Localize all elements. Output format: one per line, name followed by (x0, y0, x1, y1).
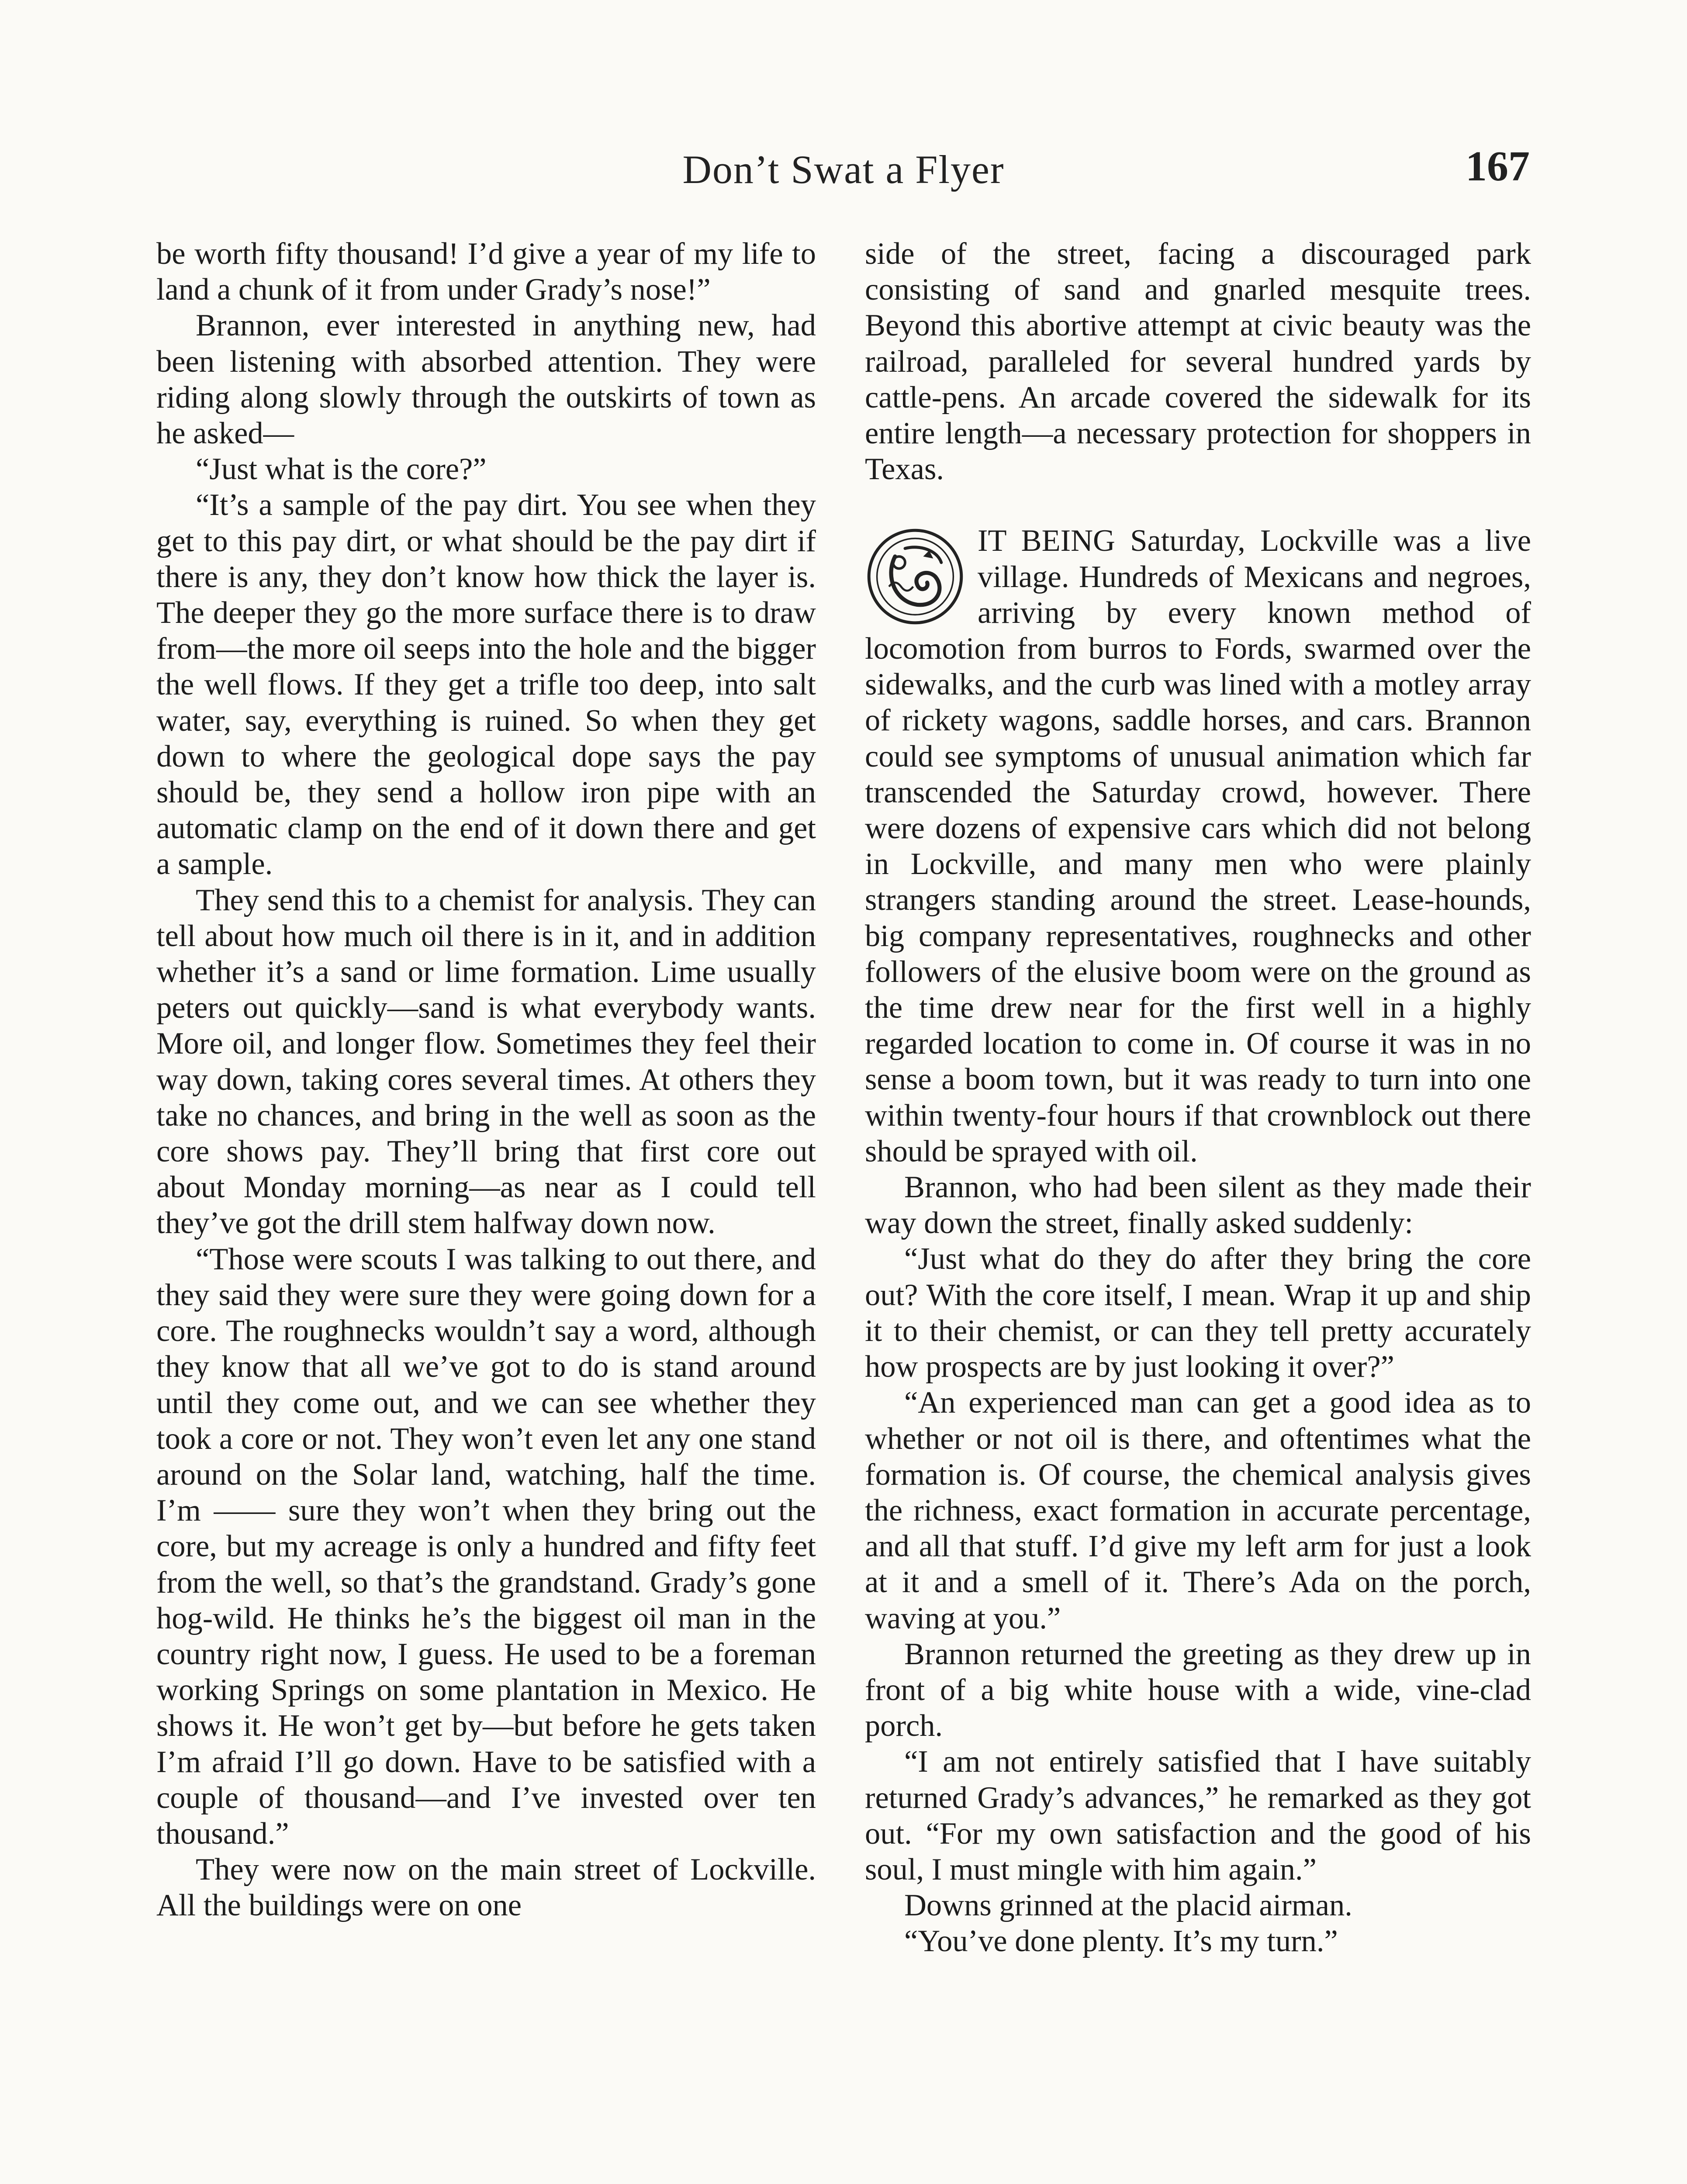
paragraph: They were now on the main street of Lockville. All the buildings were on one (156, 1852, 816, 1923)
paragraph: “Just what is the core?” (196, 452, 487, 487)
section-start (865, 523, 1531, 1169)
paragraph: They send this to a chemist for analysis. They can tell about how much oil there is in it, and in addition whether it’s a sand or lime formation. Lime usually peters out quickly—sand is what everybody wants. More oil, and longer flow. Sometimes they feel their way down, taking cores several times. At others they take no chances, and bring in the well as soon as the core shows pay. They’ll bring that first core out about Monday morning—as near as I could tell they’ve got the drill stem halfway down now. (156, 883, 816, 1241)
paragraph: “Just what do they do after they bring the core out? With the core itself, I mean. Wrap it up and ship it to their chemist, or can they tell pretty accurately how prospects are by just looking it over?” (865, 1242, 1531, 1384)
ornamental-drop-cap-icon (865, 526, 965, 627)
paragraph: “I am not entirely satisfied that I have suitably returned Grady’s advances,” he remarked as they got out. “For my own satisfaction and the good of his soul, I must mingle with him again.” (865, 1745, 1531, 1887)
paragraph: Brannon, ever interested in anything new, had been listening with absorbed attention. They were riding along slowly through the outskirts of town as he asked— (156, 308, 816, 451)
paragraph: “You’ve done plenty. It’s my turn.” (904, 1924, 1338, 1959)
paragraph: “It’s a sample of the pay dirt. You see when they get to this pay dirt, or what should be the pay dirt if there is any, they don’t know how thick the layer is. The deeper they go the more surface there is to draw from—the more oil seeps into the hole and the bigger the well flows. If they get a trifle too deep, into salt water, say, everything is ruined. So when they get down to where the geological dope says the pay should be, they send a hollow iron pipe with an automatic clamp on the end of it down there and get a sample. (156, 488, 816, 881)
left-text-column (156, 236, 816, 1924)
paragraph: Downs grinned at the placid airman. (904, 1888, 1352, 1923)
running-header-title: Don’t Swat a Flyer (682, 147, 1005, 192)
paragraph: IT BEING Saturday, Lockville was a live village. Hundreds of Mexicans and negroes, arriving by every known method of locomotion from burros to Fords, swarmed over the sidewalks, and the curb was lined with a motley array of rickety wagons, saddle horses, and cars. Brannon could see symptoms of unusual animation which far transcended the Saturday crowd, however. There were dozens of expensive cars which did not belong in Lockville, and many men who were plainly strangers standing around the street. Lease-hounds, big company representatives, roughnecks and other followers of the elusive boom were on the ground as the time drew near for the first well in a highly regarded location to come in. Of course it was in no sense a boom town, but it was ready to turn into one within twenty-four hours if that crownblock out there should be sprayed with oil. (865, 524, 1531, 1168)
paragraph: be worth fifty thousand! I’d give a year of my life to land a chunk of it from under Grady’s nose!” (156, 237, 816, 307)
paragraph: Brannon returned the greeting as they drew up in front of a big white house with a wide, vine-clad porch. (865, 1637, 1531, 1743)
paragraph: “An experienced man can get a good idea as to whether or not oil is there, and oftentimes what the formation is. Of course, the chemical analysis gives the richness, exact formation in accurate percentage, and all that stuff. I’d give my left arm for just a look at it and a smell of it. There’s Ada on the porch, waving at you.” (865, 1386, 1531, 1635)
page-number: 167 (1466, 143, 1530, 190)
right-text-column (865, 236, 1531, 1959)
paragraph: Brannon, who had been silent as they made their way down the street, finally asked suddenly: (865, 1170, 1531, 1241)
paragraph: side of the street, facing a discouraged park consisting of sand and gnarled mesquite trees. Beyond this abortive attempt at civic beauty was the railroad, paralleled for several hundred yards by cattle-pens. An arcade covered the sidewalk for its entire length—a necessary protection for shoppers in Texas. (865, 237, 1531, 487)
paragraph: “Those were scouts I was talking to out there, and they said they were sure they were going down for a core. The roughnecks wouldn’t say a word, although they know that all we’ve got to do is stand around until they come out, and we can see whether they took a core or not. They won’t even let any one stand around on the Solar land, watching, half the time. I’m —— sure they won’t when they bring out the core, but my acreage is only a hundred and fifty feet from the well, so that’s the grandstand. Grady’s gone hog-wild. He thinks he’s the biggest oil man in the country right now, I guess. He used to be a foreman working Springs on some plantation in Mexico. He shows it. He won’t get by—but before he gets taken I’m afraid I’ll go down. Have to be satisfied with a couple of thousand—and I’ve invested over ten thousand.” (156, 1242, 816, 1851)
